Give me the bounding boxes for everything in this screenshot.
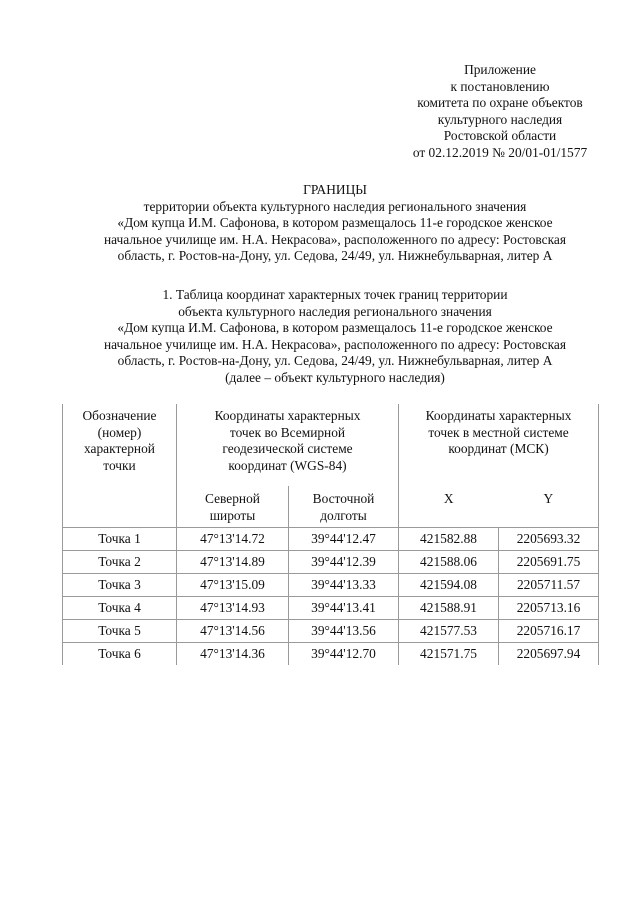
longitude: 39°44'13.56: [289, 620, 399, 643]
msk-y: 2205716.17: [499, 620, 599, 643]
point-name: Точка 3: [63, 574, 177, 597]
header-text: (номер): [97, 424, 142, 440]
header-text: Координаты характерных: [425, 408, 572, 423]
msk-y: 2205693.32: [499, 528, 599, 551]
title-line: область, г. Ростов-на-Дону, ул. Седова, 24/49, ул. Нижнебульварная, литер А: [117, 248, 553, 264]
coordinates-table: [62, 404, 599, 665]
header-text: широты: [209, 507, 256, 523]
msk-x: 421594.08: [399, 574, 499, 597]
longitude: 39°44'12.70: [289, 643, 399, 666]
header-text: Восточной: [312, 491, 375, 506]
header-text: координат (МСК): [448, 441, 549, 457]
header-north-latitude: [177, 486, 289, 528]
caption-line: начальное училище им. Н.А. Некрасова», расположенного по адресу: Ростовская: [103, 336, 566, 352]
header-point-name: [63, 404, 177, 528]
header-text: точек в местной системе: [428, 424, 569, 440]
latitude: 47°13'15.09: [177, 574, 289, 597]
msk-x: 421571.75: [399, 643, 499, 666]
msk-x: 421582.88: [399, 528, 499, 551]
msk-x: 421577.53: [399, 620, 499, 643]
msk-y: 2205711.57: [499, 574, 599, 597]
caption-line: «Дом купца И.М. Сафонова, в котором размещалось 11-е городское женское: [117, 320, 553, 336]
title-heading: ГРАНИЦЫ: [303, 182, 367, 197]
longitude: 39°44'12.39: [289, 551, 399, 574]
latitude: 47°13'14.72: [177, 528, 289, 551]
point-name: Точка 4: [63, 597, 177, 620]
msk-y: 2205697.94: [499, 643, 599, 666]
table-caption: [30, 287, 640, 387]
document-title: [30, 182, 640, 265]
msk-x: 421588.06: [399, 551, 499, 574]
header-text: точки: [103, 457, 136, 473]
header-msk: [399, 404, 599, 486]
point-name: Точка 2: [63, 551, 177, 574]
header-wgs84: [177, 404, 399, 486]
latitude: 47°13'14.56: [177, 620, 289, 643]
annex-line: комитета по охране объектов: [417, 95, 583, 111]
table-row: [63, 528, 599, 551]
point-name: Точка 1: [63, 528, 177, 551]
caption-line: объекта культурного наследия регионального значения: [178, 303, 492, 319]
point-name: Точка 5: [63, 620, 177, 643]
title-line: начальное училище им. Н.А. Некрасова», расположенного по адресу: Ростовская: [103, 231, 566, 247]
header-text: Северной: [205, 491, 260, 506]
annex-line: от 02.12.2019 № 20/01-01/1577: [412, 144, 588, 160]
table-row: [63, 643, 599, 666]
latitude: 47°13'14.93: [177, 597, 289, 620]
header-text: геодезической системе: [222, 441, 353, 457]
table-row: [63, 551, 599, 574]
annex-line: Ростовской области: [443, 128, 557, 144]
header-x: X: [399, 486, 499, 528]
msk-y: 2205691.75: [499, 551, 599, 574]
annex-line: к постановлению: [450, 78, 550, 94]
point-name: Точка 6: [63, 643, 177, 666]
header-text: характерной: [84, 441, 155, 457]
caption-line: (далее – объект культурного наследия): [225, 369, 445, 385]
annex-line: культурного наследия: [437, 111, 563, 127]
title-line: территории объекта культурного наследия регионального значения: [143, 198, 527, 214]
latitude: 47°13'14.89: [177, 551, 289, 574]
caption-line: область, г. Ростов-на-Дону, ул. Седова, 24/49, ул. Нижнебульварная, литер А: [117, 353, 553, 369]
longitude: 39°44'12.47: [289, 528, 399, 551]
caption-line: 1. Таблица координат характерных точек границ территории: [162, 287, 508, 302]
msk-y: 2205713.16: [499, 597, 599, 620]
table-row: [63, 597, 599, 620]
table-row: [63, 574, 599, 597]
header-text: Обозначение: [82, 408, 157, 423]
longitude: 39°44'13.41: [289, 597, 399, 620]
annex-block: [390, 62, 610, 162]
header-y: Y: [499, 486, 599, 528]
longitude: 39°44'13.33: [289, 574, 399, 597]
annex-line: Приложение: [464, 62, 536, 77]
msk-x: 421588.91: [399, 597, 499, 620]
header-east-longitude: [289, 486, 399, 528]
table-row: [63, 620, 599, 643]
header-text: долготы: [320, 507, 367, 523]
latitude: 47°13'14.36: [177, 643, 289, 666]
header-text: точек во Всемирной: [229, 424, 346, 440]
header-text: координат (WGS-84): [228, 457, 347, 473]
title-line: «Дом купца И.М. Сафонова, в котором размещалось 11-е городское женское: [117, 215, 553, 231]
header-text: Координаты характерных: [214, 408, 361, 423]
